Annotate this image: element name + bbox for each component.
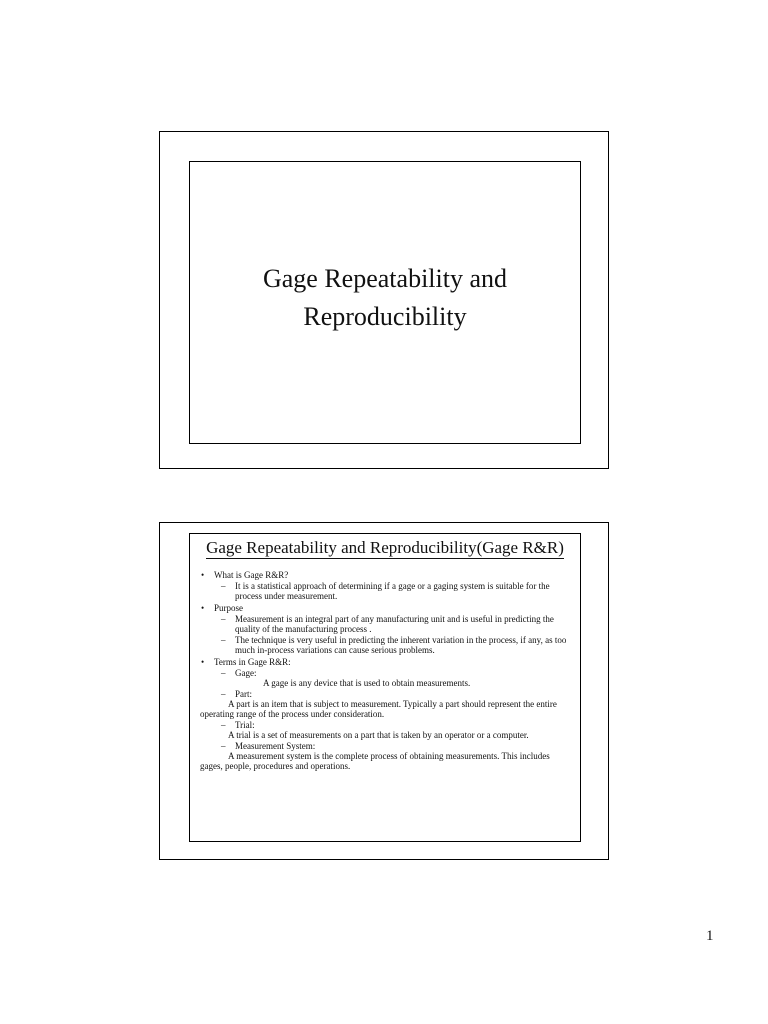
sub-item: – Measurement is an integral part of any manufacturing unit and is useful in predicting the quality of the manufacturing process . bbox=[221, 614, 554, 634]
dash-icon: – bbox=[221, 614, 226, 624]
slide-title-line2: Reproducibility bbox=[303, 302, 467, 331]
term-gage-desc: A gage is any device that is used to obtain measurements. bbox=[263, 678, 471, 688]
slide-title-line1: Gage Repeatability and bbox=[262, 264, 508, 293]
dash-icon: – bbox=[221, 668, 226, 678]
bullet-icon: • bbox=[201, 657, 205, 667]
title-slide-frame bbox=[189, 161, 581, 444]
term-part: – Part: bbox=[221, 689, 252, 699]
term-trial: – Trial: bbox=[221, 720, 255, 730]
bullet-icon: • bbox=[201, 570, 205, 580]
slide-title bbox=[190, 260, 580, 336]
bullet-label: Purpose bbox=[214, 603, 243, 613]
dash-icon: – bbox=[221, 741, 226, 751]
sub-item: – It is a statistical approach of determining if a gage or a gaging system is suitable for the process under measurement. bbox=[221, 581, 550, 601]
content-slide-title: Gage Repeatability and Reproducibility(Gage R&R) bbox=[206, 538, 564, 557]
bullet-purpose bbox=[200, 603, 572, 613]
term-part-desc: A part is an item that is subject to measurement. Typically a part should represent the entire operating range of the process under consideration. bbox=[200, 699, 557, 719]
bullet-terms bbox=[200, 657, 572, 667]
bullet-what-is bbox=[200, 570, 572, 580]
bullet-label: What is Gage R&R? bbox=[214, 570, 289, 580]
bullet-icon: • bbox=[201, 603, 205, 613]
dash-icon: – bbox=[221, 689, 226, 699]
term-trial-desc: A trial is a set of measurements on a part that is taken by an operator or a computer. bbox=[228, 730, 529, 740]
dash-icon: – bbox=[221, 635, 226, 645]
content-slide bbox=[159, 522, 609, 860]
term-gage: – Gage: bbox=[221, 668, 257, 678]
term-measurement-system-desc: A measurement system is the complete process of obtaining measurements. This includes gages, people, procedures and operations. bbox=[200, 751, 550, 771]
sub-item: – The technique is very useful in predicting the inherent variation in the process, if any, as too much in-process variations can cause serious problems. bbox=[221, 635, 567, 655]
title-slide bbox=[159, 131, 609, 469]
bullet-label: Terms in Gage R&R: bbox=[214, 657, 291, 667]
page-number: 1 bbox=[706, 928, 714, 944]
term-measurement-system: – Measurement System: bbox=[221, 741, 316, 751]
content-slide-frame bbox=[189, 533, 581, 842]
dash-icon: – bbox=[221, 720, 226, 730]
content-slide-body bbox=[200, 568, 572, 771]
dash-icon: – bbox=[221, 581, 226, 591]
